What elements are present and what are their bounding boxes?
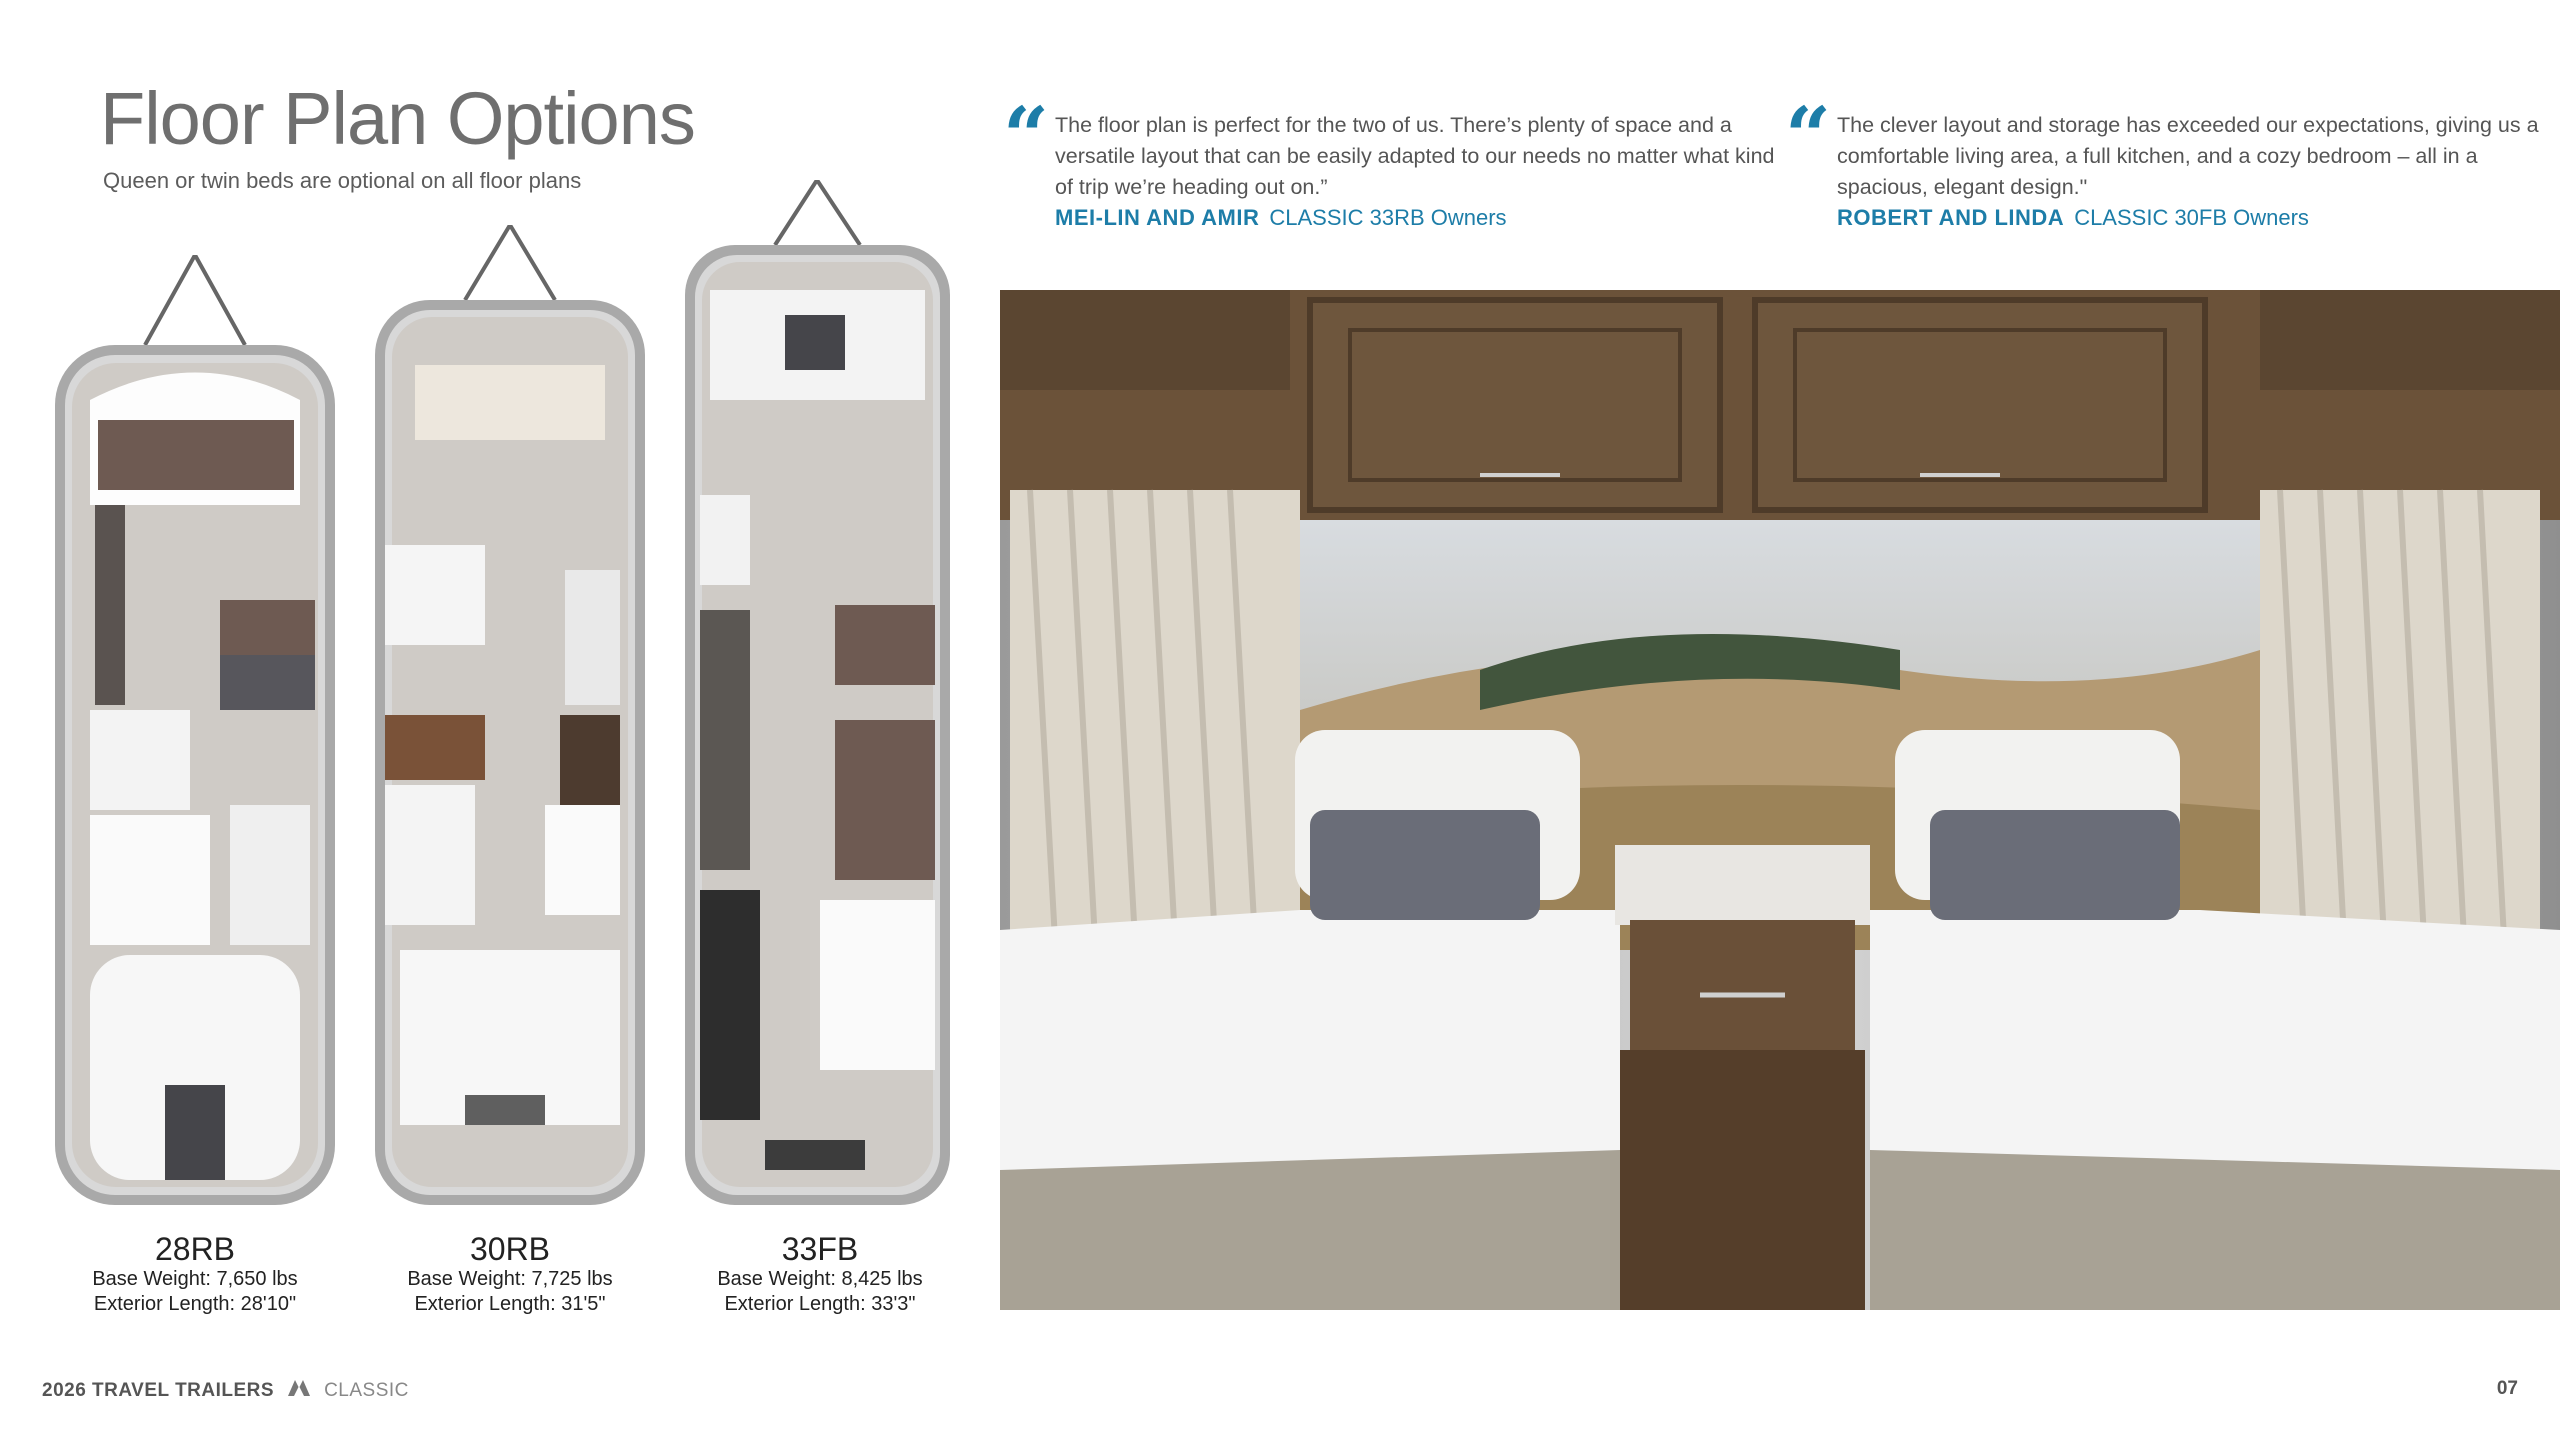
plan-caption-33fb — [685, 1232, 955, 1317]
plan-caption-30rb — [375, 1232, 645, 1317]
airstream-logo-icon — [286, 1378, 312, 1404]
floor-plan-30rb-image — [370, 225, 650, 1215]
base-weight: Base Weight: 7,725 lbs — [407, 1268, 613, 1291]
model-name: 28RB — [154, 1231, 236, 1267]
footer-brand: 2026 TRAVEL TRAILERS — [42, 1380, 275, 1401]
model-name: 30RB — [469, 1231, 551, 1267]
footer-series: CLASSIC — [324, 1380, 409, 1401]
page-subtitle: Queen or twin beds are optional on all floor plans — [103, 168, 582, 193]
page-title: Floor Plan Options — [100, 77, 695, 160]
interior-bedroom-photo — [1000, 290, 2560, 1310]
quote-attribution — [1837, 205, 2557, 231]
exterior-length: Exterior Length: 31'5" — [414, 1293, 606, 1316]
base-weight: Base Weight: 8,425 lbs — [717, 1268, 923, 1291]
quote-author: MEI-LIN AND AMIR — [1055, 205, 1260, 230]
quote-attribution — [1055, 205, 1775, 231]
testimonial-quote-1 — [1003, 89, 1775, 231]
page-footer — [42, 1378, 409, 1404]
quote-mark-icon: “ — [1785, 89, 1832, 183]
base-weight: Base Weight: 7,650 lbs — [92, 1268, 298, 1291]
quote-text: The clever layout and storage has exceeded our expectations, giving us a comfortable living area, a full kitchen, and a cozy bedroom – all in a spacious, elegant design." — [1837, 113, 2539, 199]
model-name: 33FB — [781, 1231, 859, 1267]
quote-text: The floor plan is perfect for the two of us. There’s plenty of space and a versatile layout that can be easily adapted to our needs no matter what kind of trip we’re heading out on.” — [1055, 113, 1775, 199]
floor-plan-28rb-image — [50, 255, 340, 1215]
testimonial-quote-2 — [1785, 89, 2557, 231]
exterior-length: Exterior Length: 28'10" — [93, 1293, 297, 1316]
quote-model: CLASSIC 33RB Owners — [1269, 205, 1507, 230]
quote-model: CLASSIC 30FB Owners — [2074, 205, 2309, 230]
quote-mark-icon: “ — [1003, 89, 1050, 183]
exterior-length: Exterior Length: 33'3" — [724, 1293, 916, 1316]
floor-plan-33fb-image — [680, 180, 955, 1215]
page-number: 07 — [2496, 1378, 2518, 1399]
quote-author: ROBERT AND LINDA — [1837, 205, 2065, 230]
plan-caption-28rb — [60, 1232, 330, 1317]
